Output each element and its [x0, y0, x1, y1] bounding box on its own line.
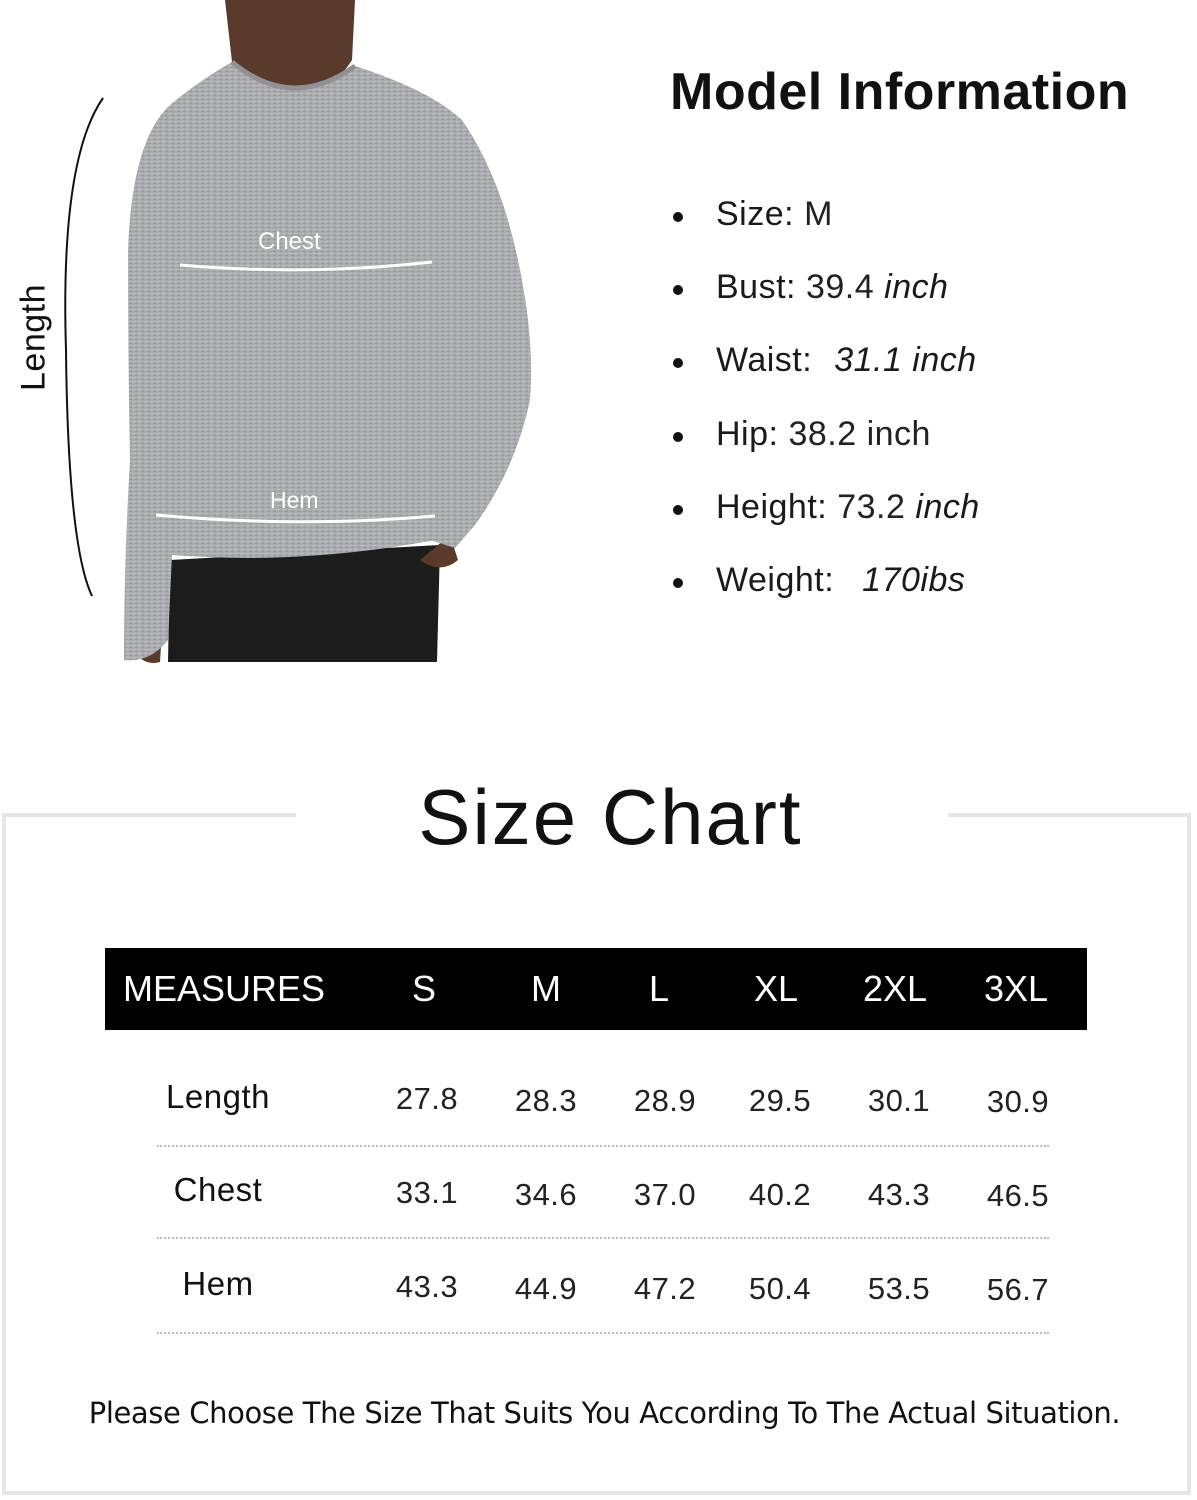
row-label: Length	[166, 1078, 270, 1115]
cell-value: 28.9	[633, 1083, 697, 1118]
cell-value: 50.4	[748, 1271, 812, 1306]
cell-value: 37.0	[633, 1177, 697, 1212]
bullet-icon	[673, 432, 683, 442]
cell-value: 44.9	[514, 1271, 578, 1306]
row-divider	[157, 1237, 1049, 1239]
info-unit: 170ibs	[862, 560, 966, 599]
size-advice-note: Please Choose The Size That Suits You According To The Actual Situation.	[88, 1396, 1121, 1430]
hem-label: Hem	[270, 487, 319, 513]
info-value: 38.2 inch	[788, 414, 931, 453]
info-item-hip	[668, 415, 980, 488]
cell-value: 34.6	[514, 1177, 578, 1212]
info-value: 39.4	[805, 268, 875, 307]
info-value: M	[804, 195, 833, 233]
size-table-header	[105, 948, 1087, 1030]
model-photo	[0, 0, 600, 680]
info-unit: inch	[915, 487, 980, 526]
row-divider	[157, 1332, 1049, 1334]
header-size-l: L	[648, 968, 670, 1009]
table-row-length	[0, 1078, 1197, 1172]
info-label: Height:	[716, 487, 828, 526]
cell-value: 29.5	[748, 1083, 812, 1118]
bullet-icon	[673, 358, 683, 368]
cell-value: 33.1	[395, 1175, 459, 1210]
info-label: Weight:	[716, 560, 835, 599]
cell-value: 30.9	[986, 1084, 1050, 1119]
header-size-2xl: 2XL	[862, 968, 928, 1009]
length-label: Length	[14, 284, 53, 391]
info-item-waist	[668, 341, 980, 414]
model-information-title: Model Information	[670, 63, 1130, 121]
chest-label: Chest	[258, 228, 321, 255]
info-label: Waist:	[716, 341, 813, 380]
info-value: 73.2	[837, 487, 906, 526]
info-label: Bust:	[716, 268, 796, 307]
header-size-xl: XL	[753, 968, 799, 1009]
info-unit: 31.1 inch	[834, 341, 977, 380]
cell-value: 30.1	[867, 1083, 931, 1118]
header-measures: MEASURES	[123, 968, 326, 1009]
info-item-size	[668, 195, 980, 268]
model-shorts	[168, 545, 440, 662]
model-illustration	[0, 0, 600, 680]
info-item-bust	[668, 268, 980, 341]
cell-value: 46.5	[986, 1178, 1050, 1213]
info-label: Hip:	[716, 414, 779, 453]
info-item-height	[668, 488, 980, 561]
size-chart-title: Size Chart	[418, 773, 803, 861]
table-row-hem	[0, 1265, 1197, 1359]
model-information-list	[668, 195, 980, 634]
cell-value: 56.7	[986, 1272, 1050, 1307]
info-unit: inch	[884, 268, 949, 307]
info-item-weight	[668, 561, 980, 634]
cell-value: 47.2	[633, 1271, 697, 1306]
cell-value: 43.3	[867, 1177, 931, 1212]
length-measure-arc	[65, 98, 103, 596]
cell-value: 28.3	[514, 1083, 578, 1118]
cell-value: 27.8	[395, 1081, 459, 1116]
cell-value: 43.3	[395, 1269, 459, 1304]
info-label: Size:	[716, 195, 795, 233]
cell-value: 53.5	[867, 1271, 931, 1306]
row-label: Chest	[173, 1171, 263, 1208]
header-size-m: M	[531, 968, 561, 1009]
row-label: Hem	[182, 1265, 254, 1302]
bullet-icon	[673, 212, 683, 222]
row-divider	[157, 1145, 1049, 1147]
bullet-icon	[673, 505, 683, 515]
bullet-icon	[673, 285, 683, 295]
header-size-3xl: 3XL	[983, 968, 1049, 1009]
header-size-s: S	[411, 968, 436, 1009]
bullet-icon	[673, 578, 683, 588]
table-row-chest	[0, 1171, 1197, 1265]
cell-value: 40.2	[748, 1177, 812, 1212]
